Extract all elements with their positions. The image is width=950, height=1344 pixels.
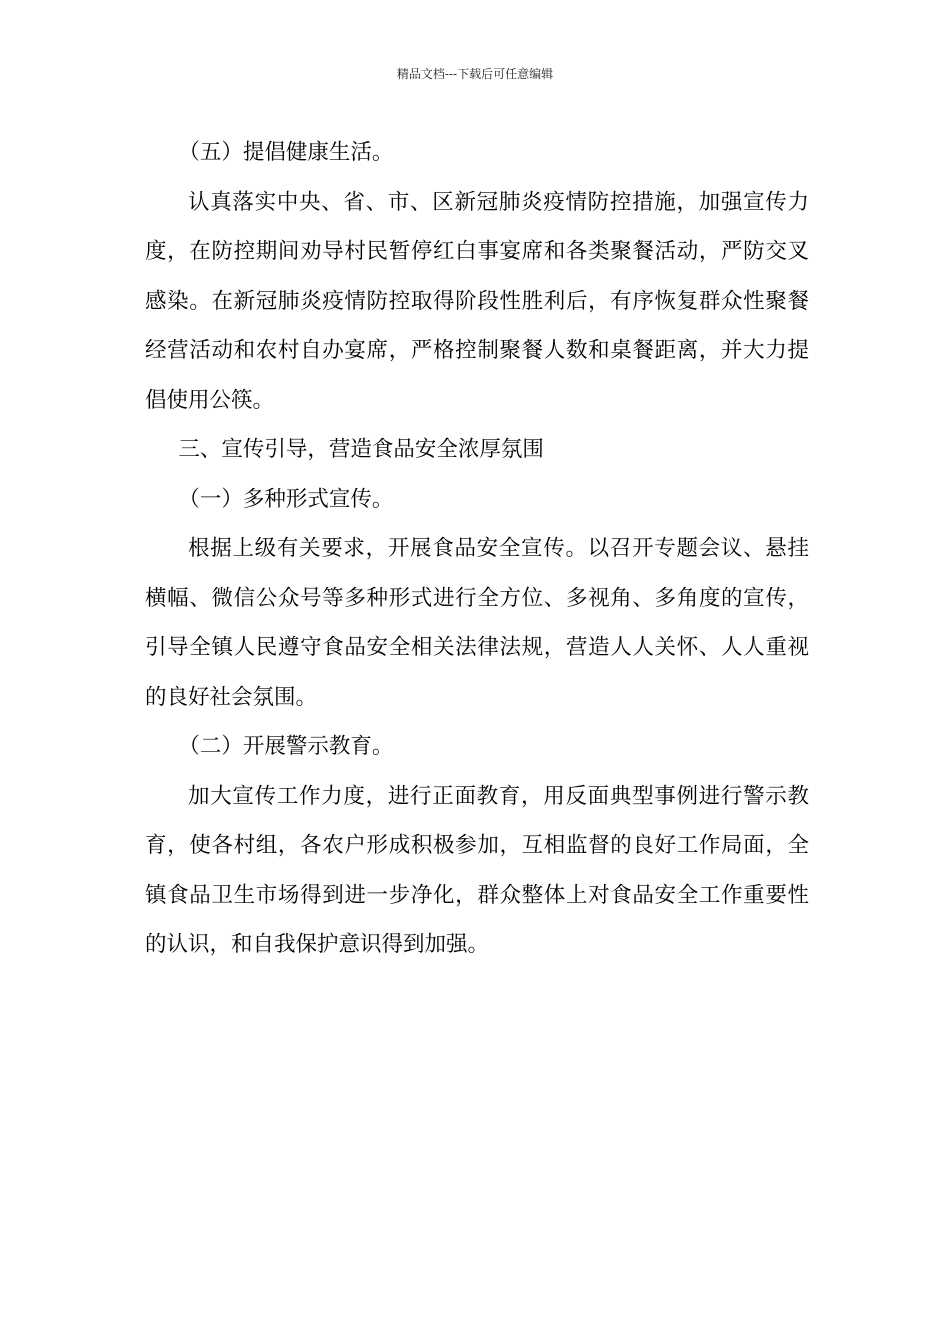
- section-heading-multiple-forms: （一）多种形式宣传。: [178, 486, 394, 512]
- section-heading-warning-education: （二）开展警示教育。: [178, 734, 394, 759]
- page-header: 精品文档---下载后可任意编辑: [396, 67, 554, 81]
- paragraph-warning-education: 加大宣传工作力度，进行正面教育，用反面典型事例进行警示教育，使各村组，各农户形成积极参加，互相监督的良好工作局面，全镇食品卫生市场得到进一步净化，群众整体上对食品安全工作重要性的认识，和自我保护意识得到加强。: [145, 783, 809, 957]
- document-body: [145, 128, 809, 970]
- chapter-heading-publicity-guidance: 三、宣传引导，营造食品安全浓厚氛围: [178, 437, 544, 462]
- section-heading-promote-healthy-living: （五）提倡健康生活。: [178, 140, 394, 165]
- paragraph-epidemic-control: 认真落实中央、省、市、区新冠肺炎疫情防控措施，加强宣传力度，在防控期间劝导村民暂停红白事宴席和各类聚餐活动，严防交叉感染。在新冠肺炎疫情防控取得阶段性胜利后，有序恢复群众性聚餐经营活动和农村自办宴席，严格控制聚餐人数和桌餐距离，并大力提倡使用公筷。: [145, 189, 809, 413]
- paragraph-food-safety-publicity: 根据上级有关要求，开展食品安全宣传。以召开专题会议、悬挂横幅、微信公众号等多种形式进行全方位、多视角、多角度的宣传，引导全镇人民遵守食品安全相关法律法规，营造人人关怀、人人重视的良好社会氛围。: [145, 536, 809, 710]
